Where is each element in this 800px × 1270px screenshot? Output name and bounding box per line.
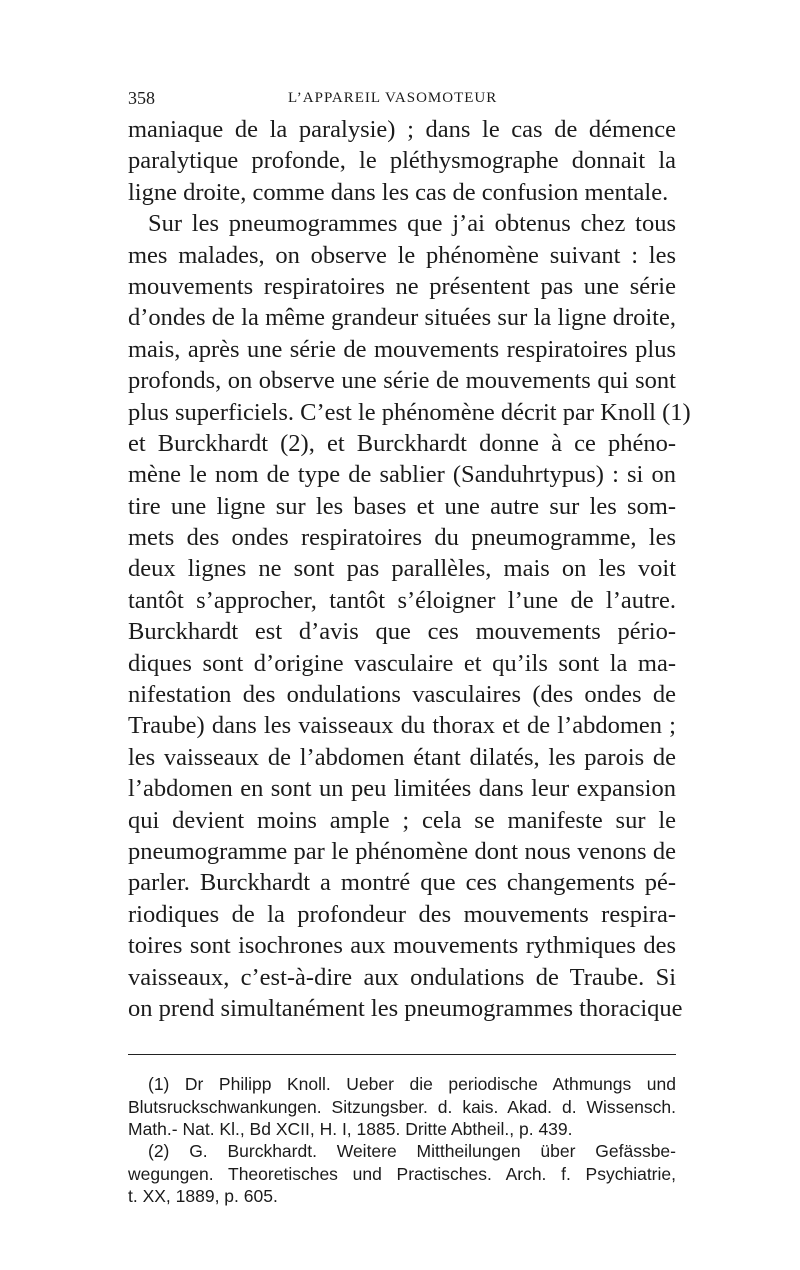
body-line: Sur les pneumogrammes que j’ai obtenus chez tous (148, 210, 676, 238)
body-line: l’abdomen en sont un peu limitées dans leur expansion (128, 775, 676, 803)
body-line: Burckhardt est d’avis que ces mouvements pério- (128, 618, 676, 646)
footnotes (128, 1073, 676, 1207)
body-line: et Burckhardt (2), et Burckhardt donne à ce phéno- (128, 429, 676, 457)
footnote-line: Blutsruckschwankungen. Sitzungsber. d. kais. Akad. d. Wissensch. (128, 1096, 676, 1117)
running-title: L’APPAREIL VASOMOTEUR (288, 90, 498, 106)
body-line: mes malades, on observe le phénomène suivant : les (128, 241, 676, 269)
body-line: vaisseaux, c’est-à-dire aux ondulations de Traube. Si (128, 963, 676, 991)
page-header (128, 88, 676, 114)
body-line: profonds, on observe une série de mouvements qui sont (128, 367, 676, 395)
footnote-line: t. XX, 1889, p. 605. (128, 1185, 278, 1206)
body-line: tantôt s’approcher, tantôt s’éloigner l’une de l’autre. (128, 586, 676, 614)
body-line: plus superficiels. C’est le phénomène décrit par Knoll (1) (128, 398, 691, 426)
body-line: tire une ligne sur les bases et une autre sur les som- (128, 492, 676, 520)
body-line: riodiques de la profondeur des mouvements respira- (128, 900, 676, 928)
body-text (128, 114, 691, 1024)
footnote-line: Math.- Nat. Kl., Bd XCII, H. I, 1885. Dritte Abtheil., p. 439. (128, 1118, 573, 1139)
footnote-divider (128, 1054, 676, 1055)
body-line: mouvements respiratoires ne présentent pas une série (128, 272, 676, 300)
body-line: mène le nom de type de sablier (Sanduhrtypus) : si on (128, 461, 676, 489)
body-line: deux lignes ne sont pas parallèles, mais on les voit (128, 555, 676, 583)
body-line: Traube) dans les vaisseaux du thorax et de l’abdomen ; (128, 712, 676, 740)
body-line: d’ondes de la même grandeur situées sur la ligne droite, (128, 304, 676, 332)
body-line: pneumogramme par le phénomène dont nous venons de (128, 837, 676, 865)
body-line: mets des ondes respiratoires du pneumogramme, les (128, 524, 676, 552)
body-line: parler. Burckhardt a montré que ces changements pé- (128, 869, 676, 897)
footnote-line: (2) G. Burckhardt. Weitere Mittheilungen über Gefässbe- (148, 1141, 676, 1162)
body-line: paralytique profonde, le pléthysmographe donnait la (128, 147, 676, 175)
body-line: mais, après une série de mouvements respiratoires plus (128, 335, 676, 363)
body-line: toires sont isochrones aux mouvements rythmiques des (128, 932, 676, 960)
footnote-line: wegungen. Theoretisches und Practisches. Arch. f. Psychiatrie, (128, 1163, 676, 1184)
footnote-line: (1) Dr Philipp Knoll. Ueber die periodische Athmungs und (148, 1074, 676, 1095)
body-line: nifestation des ondulations vasculaires (des ondes de (128, 681, 676, 709)
page-number: 358 (128, 88, 155, 108)
body-line: ligne droite, comme dans les cas de confusion mentale. (128, 178, 669, 206)
body-line: on prend simultanément les pneumogrammes thoracique (128, 994, 683, 1022)
body-line: diques sont d’origine vasculaire et qu’ils sont la ma- (128, 649, 676, 677)
body-line: qui devient moins ample ; cela se manifeste sur le (128, 806, 676, 834)
book-page (128, 88, 691, 1207)
body-line: maniaque de la paralysie) ; dans le cas de démence (128, 116, 676, 143)
body-line: les vaisseaux de l’abdomen étant dilatés, les parois de (128, 743, 676, 771)
